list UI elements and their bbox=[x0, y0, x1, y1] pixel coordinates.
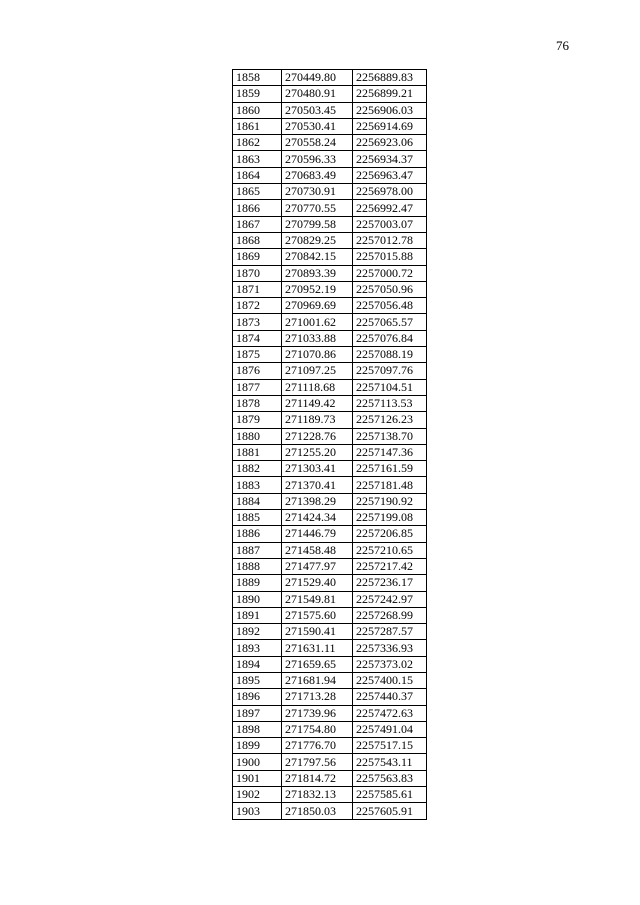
x-coordinate-cell: 270770.55 bbox=[282, 200, 353, 216]
table-row bbox=[233, 298, 427, 314]
x-coordinate-cell: 270449.80 bbox=[282, 70, 353, 86]
point-number-cell: 1859 bbox=[233, 86, 282, 102]
point-number-cell: 1898 bbox=[233, 721, 282, 737]
table-row bbox=[233, 200, 427, 216]
x-coordinate-cell: 270596.33 bbox=[282, 151, 353, 167]
table-row bbox=[233, 542, 427, 558]
x-coordinate-cell: 271590.41 bbox=[282, 624, 353, 640]
point-number-cell: 1892 bbox=[233, 624, 282, 640]
table-row bbox=[233, 184, 427, 200]
x-coordinate-cell: 270829.25 bbox=[282, 232, 353, 248]
table-row bbox=[233, 444, 427, 460]
point-number-cell: 1871 bbox=[233, 281, 282, 297]
table-row bbox=[233, 249, 427, 265]
table-row bbox=[233, 135, 427, 151]
x-coordinate-cell: 270952.19 bbox=[282, 281, 353, 297]
point-number-cell: 1899 bbox=[233, 738, 282, 754]
table-row bbox=[233, 395, 427, 411]
point-number-cell: 1862 bbox=[233, 135, 282, 151]
y-coordinate-cell: 2256899.21 bbox=[353, 86, 427, 102]
table-row bbox=[233, 461, 427, 477]
y-coordinate-cell: 2257181.48 bbox=[353, 477, 427, 493]
y-coordinate-cell: 2257003.07 bbox=[353, 216, 427, 232]
y-coordinate-cell: 2257217.42 bbox=[353, 558, 427, 574]
x-coordinate-cell: 270558.24 bbox=[282, 135, 353, 151]
point-number-cell: 1888 bbox=[233, 558, 282, 574]
x-coordinate-cell: 271458.48 bbox=[282, 542, 353, 558]
y-coordinate-cell: 2257000.72 bbox=[353, 265, 427, 281]
table-row bbox=[233, 281, 427, 297]
point-number-cell: 1879 bbox=[233, 412, 282, 428]
coordinates-table bbox=[232, 69, 427, 820]
point-number-cell: 1900 bbox=[233, 754, 282, 770]
x-coordinate-cell: 271424.34 bbox=[282, 510, 353, 526]
point-number-cell: 1873 bbox=[233, 314, 282, 330]
y-coordinate-cell: 2257336.93 bbox=[353, 640, 427, 656]
point-number-cell: 1896 bbox=[233, 689, 282, 705]
x-coordinate-cell: 271754.80 bbox=[282, 721, 353, 737]
x-coordinate-cell: 271149.42 bbox=[282, 395, 353, 411]
table-row bbox=[233, 265, 427, 281]
x-coordinate-cell: 271713.28 bbox=[282, 689, 353, 705]
x-coordinate-cell: 271118.68 bbox=[282, 379, 353, 395]
y-coordinate-cell: 2257206.85 bbox=[353, 526, 427, 542]
y-coordinate-cell: 2257097.76 bbox=[353, 363, 427, 379]
x-coordinate-cell: 271228.76 bbox=[282, 428, 353, 444]
y-coordinate-cell: 2257190.92 bbox=[353, 493, 427, 509]
x-coordinate-cell: 270842.15 bbox=[282, 249, 353, 265]
table-row bbox=[233, 738, 427, 754]
y-coordinate-cell: 2256889.83 bbox=[353, 70, 427, 86]
y-coordinate-cell: 2256906.03 bbox=[353, 102, 427, 118]
x-coordinate-cell: 271659.65 bbox=[282, 656, 353, 672]
table-row bbox=[233, 656, 427, 672]
y-coordinate-cell: 2257605.91 bbox=[353, 803, 427, 819]
table-row bbox=[233, 330, 427, 346]
x-coordinate-cell: 270683.49 bbox=[282, 167, 353, 183]
y-coordinate-cell: 2257161.59 bbox=[353, 461, 427, 477]
table-row bbox=[233, 705, 427, 721]
x-coordinate-cell: 271303.41 bbox=[282, 461, 353, 477]
x-coordinate-cell: 271370.41 bbox=[282, 477, 353, 493]
table-row bbox=[233, 787, 427, 803]
point-number-cell: 1861 bbox=[233, 118, 282, 134]
x-coordinate-cell: 271631.11 bbox=[282, 640, 353, 656]
x-coordinate-cell: 271814.72 bbox=[282, 770, 353, 786]
table-row bbox=[233, 412, 427, 428]
table-row bbox=[233, 770, 427, 786]
x-coordinate-cell: 271446.79 bbox=[282, 526, 353, 542]
point-number-cell: 1878 bbox=[233, 395, 282, 411]
point-number-cell: 1864 bbox=[233, 167, 282, 183]
table-row bbox=[233, 86, 427, 102]
table-row bbox=[233, 314, 427, 330]
y-coordinate-cell: 2257400.15 bbox=[353, 672, 427, 688]
y-coordinate-cell: 2256934.37 bbox=[353, 151, 427, 167]
y-coordinate-cell: 2257268.99 bbox=[353, 607, 427, 623]
x-coordinate-cell: 271549.81 bbox=[282, 591, 353, 607]
y-coordinate-cell: 2257199.08 bbox=[353, 510, 427, 526]
y-coordinate-cell: 2257147.36 bbox=[353, 444, 427, 460]
table-row bbox=[233, 689, 427, 705]
x-coordinate-cell: 271797.56 bbox=[282, 754, 353, 770]
table-row bbox=[233, 510, 427, 526]
y-coordinate-cell: 2257236.17 bbox=[353, 575, 427, 591]
y-coordinate-cell: 2257517.15 bbox=[353, 738, 427, 754]
y-coordinate-cell: 2257113.53 bbox=[353, 395, 427, 411]
y-coordinate-cell: 2257210.65 bbox=[353, 542, 427, 558]
point-number-cell: 1874 bbox=[233, 330, 282, 346]
point-number-cell: 1868 bbox=[233, 232, 282, 248]
y-coordinate-cell: 2257472.63 bbox=[353, 705, 427, 721]
x-coordinate-cell: 271070.86 bbox=[282, 347, 353, 363]
x-coordinate-cell: 271681.94 bbox=[282, 672, 353, 688]
table-row bbox=[233, 754, 427, 770]
x-coordinate-cell: 271575.60 bbox=[282, 607, 353, 623]
point-number-cell: 1866 bbox=[233, 200, 282, 216]
y-coordinate-cell: 2257491.04 bbox=[353, 721, 427, 737]
y-coordinate-cell: 2257373.02 bbox=[353, 656, 427, 672]
point-number-cell: 1860 bbox=[233, 102, 282, 118]
point-number-cell: 1894 bbox=[233, 656, 282, 672]
table-row bbox=[233, 493, 427, 509]
point-number-cell: 1872 bbox=[233, 298, 282, 314]
table-row bbox=[233, 428, 427, 444]
table-row bbox=[233, 363, 427, 379]
x-coordinate-cell: 271477.97 bbox=[282, 558, 353, 574]
table-row bbox=[233, 379, 427, 395]
x-coordinate-cell: 271001.62 bbox=[282, 314, 353, 330]
table-row bbox=[233, 102, 427, 118]
y-coordinate-cell: 2257287.57 bbox=[353, 624, 427, 640]
table-row bbox=[233, 477, 427, 493]
y-coordinate-cell: 2257242.97 bbox=[353, 591, 427, 607]
point-number-cell: 1880 bbox=[233, 428, 282, 444]
point-number-cell: 1858 bbox=[233, 70, 282, 86]
x-coordinate-cell: 271255.20 bbox=[282, 444, 353, 460]
point-number-cell: 1891 bbox=[233, 607, 282, 623]
x-coordinate-cell: 271189.73 bbox=[282, 412, 353, 428]
table-row bbox=[233, 118, 427, 134]
x-coordinate-cell: 271776.70 bbox=[282, 738, 353, 754]
y-coordinate-cell: 2257076.84 bbox=[353, 330, 427, 346]
point-number-cell: 1870 bbox=[233, 265, 282, 281]
y-coordinate-cell: 2257050.96 bbox=[353, 281, 427, 297]
y-coordinate-cell: 2257088.19 bbox=[353, 347, 427, 363]
point-number-cell: 1901 bbox=[233, 770, 282, 786]
point-number-cell: 1895 bbox=[233, 672, 282, 688]
y-coordinate-cell: 2257126.23 bbox=[353, 412, 427, 428]
x-coordinate-cell: 270730.91 bbox=[282, 184, 353, 200]
y-coordinate-cell: 2257543.11 bbox=[353, 754, 427, 770]
y-coordinate-cell: 2257563.83 bbox=[353, 770, 427, 786]
x-coordinate-cell: 270530.41 bbox=[282, 118, 353, 134]
point-number-cell: 1885 bbox=[233, 510, 282, 526]
point-number-cell: 1903 bbox=[233, 803, 282, 819]
y-coordinate-cell: 2256914.69 bbox=[353, 118, 427, 134]
point-number-cell: 1863 bbox=[233, 151, 282, 167]
x-coordinate-cell: 270969.69 bbox=[282, 298, 353, 314]
x-coordinate-cell: 271398.29 bbox=[282, 493, 353, 509]
table-row bbox=[233, 640, 427, 656]
table-row bbox=[233, 167, 427, 183]
y-coordinate-cell: 2257065.57 bbox=[353, 314, 427, 330]
y-coordinate-cell: 2256978.00 bbox=[353, 184, 427, 200]
table-row bbox=[233, 591, 427, 607]
table-row bbox=[233, 721, 427, 737]
y-coordinate-cell: 2257138.70 bbox=[353, 428, 427, 444]
point-number-cell: 1893 bbox=[233, 640, 282, 656]
point-number-cell: 1875 bbox=[233, 347, 282, 363]
y-coordinate-cell: 2257012.78 bbox=[353, 232, 427, 248]
table-row bbox=[233, 607, 427, 623]
point-number-cell: 1869 bbox=[233, 249, 282, 265]
y-coordinate-cell: 2257440.37 bbox=[353, 689, 427, 705]
x-coordinate-cell: 270503.45 bbox=[282, 102, 353, 118]
table-row bbox=[233, 672, 427, 688]
table-row bbox=[233, 803, 427, 819]
x-coordinate-cell: 271850.03 bbox=[282, 803, 353, 819]
point-number-cell: 1883 bbox=[233, 477, 282, 493]
table-row bbox=[233, 347, 427, 363]
y-coordinate-cell: 2257585.61 bbox=[353, 787, 427, 803]
point-number-cell: 1887 bbox=[233, 542, 282, 558]
x-coordinate-cell: 271033.88 bbox=[282, 330, 353, 346]
table-row bbox=[233, 232, 427, 248]
point-number-cell: 1882 bbox=[233, 461, 282, 477]
point-number-cell: 1877 bbox=[233, 379, 282, 395]
point-number-cell: 1886 bbox=[233, 526, 282, 542]
point-number-cell: 1889 bbox=[233, 575, 282, 591]
table-row bbox=[233, 526, 427, 542]
x-coordinate-cell: 270480.91 bbox=[282, 86, 353, 102]
y-coordinate-cell: 2256923.06 bbox=[353, 135, 427, 151]
point-number-cell: 1865 bbox=[233, 184, 282, 200]
x-coordinate-cell: 271739.96 bbox=[282, 705, 353, 721]
y-coordinate-cell: 2256963.47 bbox=[353, 167, 427, 183]
page-number: 76 bbox=[556, 38, 569, 53]
point-number-cell: 1884 bbox=[233, 493, 282, 509]
point-number-cell: 1890 bbox=[233, 591, 282, 607]
x-coordinate-cell: 271529.40 bbox=[282, 575, 353, 591]
table-row bbox=[233, 70, 427, 86]
point-number-cell: 1897 bbox=[233, 705, 282, 721]
x-coordinate-cell: 270893.39 bbox=[282, 265, 353, 281]
y-coordinate-cell: 2257104.51 bbox=[353, 379, 427, 395]
y-coordinate-cell: 2256992.47 bbox=[353, 200, 427, 216]
coordinates-table-body bbox=[233, 70, 427, 820]
table-row bbox=[233, 151, 427, 167]
point-number-cell: 1881 bbox=[233, 444, 282, 460]
x-coordinate-cell: 270799.58 bbox=[282, 216, 353, 232]
x-coordinate-cell: 271832.13 bbox=[282, 787, 353, 803]
table-row bbox=[233, 624, 427, 640]
table-row bbox=[233, 558, 427, 574]
table-row bbox=[233, 216, 427, 232]
point-number-cell: 1876 bbox=[233, 363, 282, 379]
table-row bbox=[233, 575, 427, 591]
y-coordinate-cell: 2257056.48 bbox=[353, 298, 427, 314]
point-number-cell: 1867 bbox=[233, 216, 282, 232]
y-coordinate-cell: 2257015.88 bbox=[353, 249, 427, 265]
x-coordinate-cell: 271097.25 bbox=[282, 363, 353, 379]
point-number-cell: 1902 bbox=[233, 787, 282, 803]
